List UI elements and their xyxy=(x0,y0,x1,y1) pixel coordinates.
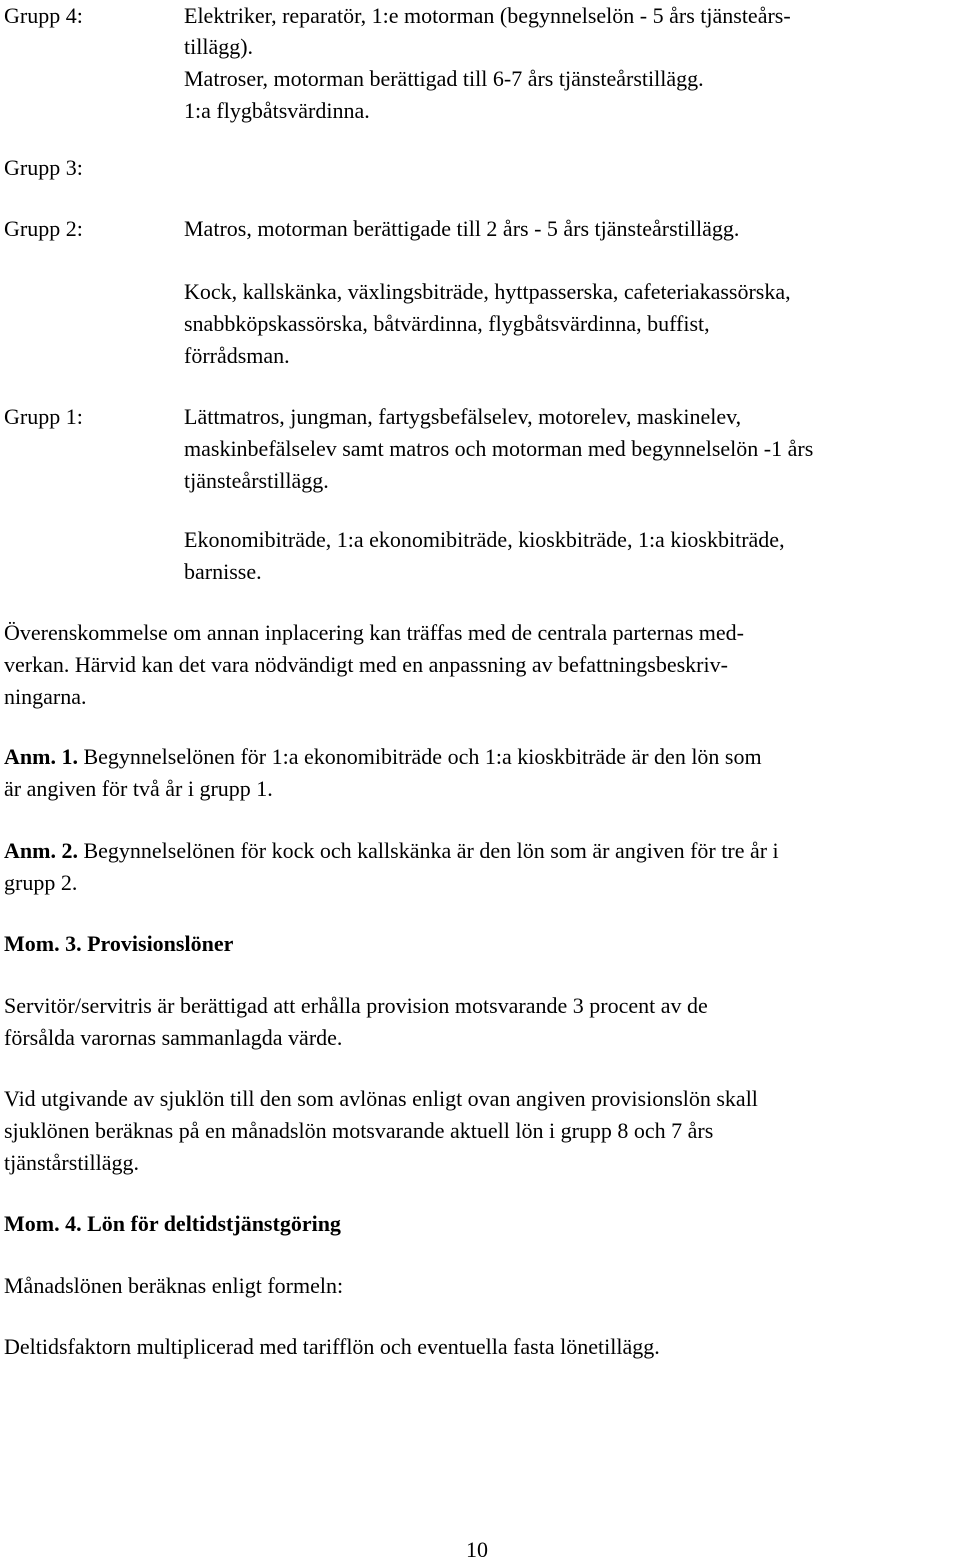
text-line: tillägg). xyxy=(184,34,254,59)
group-4-label: Grupp 4: xyxy=(4,3,83,28)
mom-3-paragraph-2 xyxy=(4,1083,758,1179)
text-line: Överenskommelse om annan inplacering kan träffas med de centrala parternas med- xyxy=(4,620,744,645)
group-4-text xyxy=(184,0,791,127)
agreement-paragraph xyxy=(4,617,744,713)
text-line: Elektriker, reparatör, 1:e motorman (begynnelselön - 5 års tjänsteårs- xyxy=(184,3,791,28)
anm-1-label: Anm. 1. xyxy=(4,744,78,769)
anm-1-paragraph xyxy=(4,741,762,805)
group-2-text-2 xyxy=(184,276,791,372)
group-1-label: Grupp 1: xyxy=(4,404,83,429)
text-line: försålda varornas sammanlagda värde. xyxy=(4,1025,343,1050)
text-line: Kock, kallskänka, växlingsbiträde, hyttpasserska, cafeteriakassörska, xyxy=(184,279,791,304)
text-line: verkan. Härvid kan det vara nödvändigt med en anpassning av befattningsbeskriv- xyxy=(4,652,728,677)
text-line: Lättmatros, jungman, fartygsbefälselev, motorelev, maskinelev, xyxy=(184,404,742,429)
mom-3-heading: Mom. 3. Provisionslöner xyxy=(4,931,234,956)
text-line: snabbköpskassörska, båtvärdinna, flygbåtsvärdinna, buffist, xyxy=(184,311,710,336)
text-line: barnisse. xyxy=(184,559,262,584)
group-1-text-2 xyxy=(184,524,785,588)
text-line: Matroser, motorman berättigad till 6-7 års tjänsteårstillägg. xyxy=(184,66,704,91)
text-line: tjänsteårstillägg. xyxy=(184,468,329,493)
group-2-label: Grupp 2: xyxy=(4,216,83,241)
page-number: 10 xyxy=(466,1537,488,1562)
text-line: maskinbefälselev samt matros och motorman med begynnelselön -1 års xyxy=(184,436,814,461)
anm-2-paragraph xyxy=(4,835,779,899)
mom-4-paragraph-2: Deltidsfaktorn multiplicerad med tarifflön och eventuella fasta lönetillägg. xyxy=(4,1334,660,1359)
text-line: grupp 2. xyxy=(4,870,78,895)
mom-4-heading: Mom. 4. Lön för deltidstjänstgöring xyxy=(4,1211,341,1236)
group-2-text-1: Matros, motorman berättigade till 2 års - 5 års tjänsteårstillägg. xyxy=(184,216,740,241)
text-line: Vid utgivande av sjuklön till den som avlönas enligt ovan angiven provisionslön skall xyxy=(4,1086,758,1111)
anm-2-text: Begynnelselönen för kock och kallskänka är den lön som är angiven för tre år i xyxy=(77,838,779,863)
text-line: Servitör/servitris är berättigad att erhålla provision motsvarande 3 procent av de xyxy=(4,993,708,1018)
anm-1-text: Begynnelselönen för 1:a ekonomibiträde och 1:a kioskbiträde är den lön som xyxy=(77,744,762,769)
group-1-text-1 xyxy=(184,401,813,497)
mom-4-paragraph-1: Månadslönen beräknas enligt formeln: xyxy=(4,1273,344,1298)
text-line: Ekonomibiträde, 1:a ekonomibiträde, kioskbiträde, 1:a kioskbiträde, xyxy=(184,527,785,552)
text-line: är angiven för två år i grupp 1. xyxy=(4,776,273,801)
text-line: 1:a flygbåtsvärdinna. xyxy=(184,98,370,123)
text-line: tjänstårstillägg. xyxy=(4,1150,140,1175)
text-line xyxy=(4,835,779,867)
group-3-label: Grupp 3: xyxy=(4,155,83,180)
text-line xyxy=(4,741,762,773)
mom-3-paragraph-1 xyxy=(4,990,708,1054)
text-line: förrådsman. xyxy=(184,343,290,368)
anm-2-label: Anm. 2. xyxy=(4,838,78,863)
text-line: ningarna. xyxy=(4,684,87,709)
text-line: sjuklönen beräknas på en månadslön motsvarande aktuell lön i grupp 8 och 7 års xyxy=(4,1118,714,1143)
